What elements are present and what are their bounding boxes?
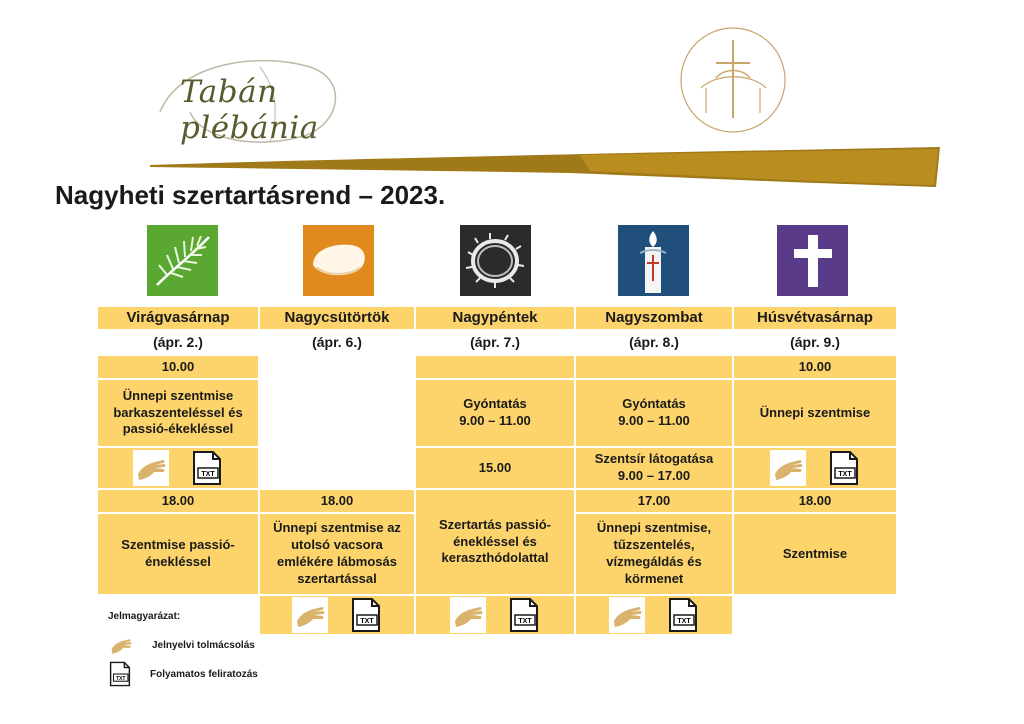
accessibility-icons xyxy=(98,448,258,488)
event-description: Szentmise xyxy=(734,514,896,594)
event-time: 10.00 xyxy=(98,356,258,378)
bread-icon xyxy=(303,225,374,296)
legend-label: Jelnyelvi tolmácsolás xyxy=(152,639,255,651)
page-title: Nagyheti szertartásrend – 2023. xyxy=(55,180,446,210)
event-time: 18.00 xyxy=(260,490,414,512)
pastoral-seal-logo xyxy=(676,18,791,143)
event-time: 18.00 xyxy=(98,490,258,512)
event-time-range: 9.00 – 11.00 xyxy=(618,413,690,428)
day-header-nagyszombat: Nagyszombat xyxy=(576,307,732,329)
day-header-nagycsutortok: Nagycsütörtök xyxy=(260,307,414,329)
event-description: Ünnepi szentmise xyxy=(734,380,896,446)
legend-item-subtitles xyxy=(108,661,258,687)
sign-language-icon xyxy=(609,597,645,633)
svg-text:TXT: TXT xyxy=(677,618,691,625)
event-description: Ünnepi szentmise barkaszenteléssel és passió-ékekléssel xyxy=(98,380,258,446)
svg-text:TXT: TXT xyxy=(360,618,374,625)
day-date: (ápr. 9.) xyxy=(790,334,840,350)
event-description xyxy=(416,380,574,446)
sign-language-icon xyxy=(450,597,486,633)
empty-cell xyxy=(416,356,574,378)
day-date: (ápr. 8.) xyxy=(629,334,679,350)
txt-subtitle-icon xyxy=(667,597,699,633)
event-time-range: 9.00 – 11.00 xyxy=(459,413,531,428)
svg-text:TXT: TXT xyxy=(115,675,126,682)
txt-subtitle-icon xyxy=(350,597,382,633)
event-label: Szentsír látogatása xyxy=(594,451,714,467)
legend-label: Folyamatos feliratozás xyxy=(150,668,258,680)
sign-language-icon xyxy=(770,450,806,486)
sign-language-icon xyxy=(133,450,169,486)
accessibility-icons xyxy=(260,596,414,634)
crown-of-thorns-icon xyxy=(460,225,531,296)
event-description xyxy=(576,448,732,488)
palm-branch-icon xyxy=(147,225,218,296)
empty-cell xyxy=(576,356,732,378)
txt-subtitle-icon xyxy=(508,597,540,633)
day-header-nagypentek: Nagypéntek xyxy=(416,307,574,329)
svg-text:TXT: TXT xyxy=(838,471,852,478)
svg-text:TXT: TXT xyxy=(518,618,532,625)
taban-logo xyxy=(140,42,370,162)
event-description: Szertartás passió-énekléssel és keraszthódolattal xyxy=(416,490,574,594)
paschal-candle-icon xyxy=(618,225,689,296)
sign-language-icon xyxy=(292,597,328,633)
event-time: 18.00 xyxy=(734,490,896,512)
svg-text:TXT: TXT xyxy=(201,471,215,478)
event-time-range: 9.00 – 17.00 xyxy=(617,468,691,483)
txt-subtitle-icon xyxy=(191,450,223,486)
event-description: Szentmise passió-énekléssel xyxy=(98,514,258,594)
event-time: 15.00 xyxy=(416,448,574,488)
event-description: Ünnepi szentmise, tűzszentelés, vízmegáldás és körmenet xyxy=(576,514,732,594)
txt-subtitle-icon xyxy=(828,450,860,486)
event-description: Ünnepi szentmise az utolsó vacsora emlékére lábmosás szertartással xyxy=(260,514,414,594)
accessibility-icons xyxy=(416,596,574,634)
day-date: (ápr. 7.) xyxy=(470,334,520,350)
event-time: 17.00 xyxy=(576,490,732,512)
day-date: (ápr. 2.) xyxy=(153,334,203,350)
event-label: Gyóntatás xyxy=(622,396,686,412)
event-description xyxy=(576,380,732,446)
event-time: 10.00 xyxy=(734,356,896,378)
legend-item-sign-language xyxy=(108,632,255,658)
accessibility-icons xyxy=(734,448,896,488)
legend-title: Jelmagyarázat: xyxy=(108,611,181,622)
cross-icon xyxy=(777,225,848,296)
day-header-viragvasarnap: Virágvasárnap xyxy=(98,307,258,329)
sign-language-icon xyxy=(108,632,134,658)
taban-logo-text: Tabán plébánia xyxy=(180,74,319,146)
day-date: (ápr. 6.) xyxy=(312,334,362,350)
subtitle-txt-icon xyxy=(108,661,132,687)
event-label: Gyóntatás xyxy=(463,396,527,412)
accessibility-icons xyxy=(576,596,732,634)
day-header-husvetvasarnap: Húsvétvasárnap xyxy=(734,307,896,329)
